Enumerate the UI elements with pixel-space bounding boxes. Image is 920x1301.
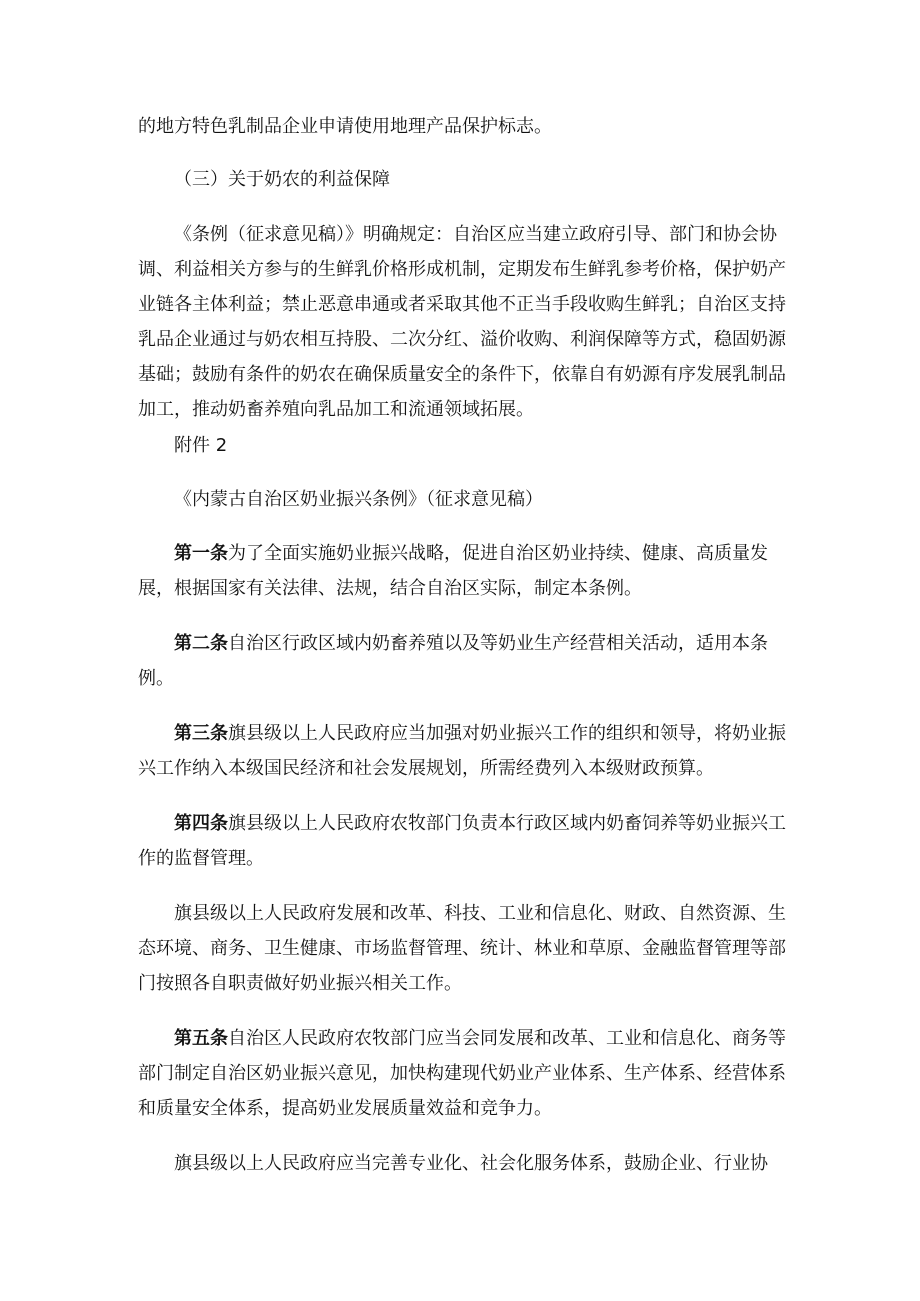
article-3-text: 旗县级以上人民政府应当加强对奶业振兴工作的组织和领导，将奶业振兴工作纳入本级国民经济和社会发展规划，所需经费列入本级财政预算。 — [138, 723, 786, 779]
article-2-text: 自治区行政区域内奶畜养殖以及等奶业生产经营相关活动，适用本条例。 — [138, 633, 768, 689]
article-4-paragraph-2: 旗县级以上人民政府发展和改革、科技、工业和信息化、财政、自然资源、生态环境、商务、卫生健康、市场监督管理、统计、林业和草原、金融监督管理等部门按照各自职责做好奶业振兴相关工作。 — [138, 903, 786, 994]
article-5-label: 第五条 — [174, 1028, 228, 1049]
article-2 — [138, 626, 790, 696]
article-5 — [138, 1021, 790, 1126]
attachment-title: 《内蒙古自治区奶业振兴条例》（征求意见稿） — [174, 489, 543, 510]
article-4 — [138, 806, 790, 876]
article-3-label: 第三条 — [174, 723, 228, 744]
attachment-label: 附件 2 — [174, 435, 228, 456]
section-heading: （三）关于奶农的利益保障 — [174, 169, 390, 190]
article-2-label: 第二条 — [174, 633, 228, 654]
continuation-text: 的地方特色乳制品企业申请使用地理产品保护标志。 — [138, 116, 552, 137]
article-5-text: 自治区人民政府农牧部门应当会同发展和改革、工业和信息化、商务等部门制定自治区奶业振兴意见，加快构建现代奶业产业体系、生产体系、经营体系和质量安全体系，提高奶业发展质量效益和竞争力。 — [138, 1028, 786, 1119]
regulation-paragraph: 《条例（征求意见稿）》明确规定：自治区应当建立政府引导、部门和协会协调、利益相关方参与的生鲜乳价格形成机制，定期发布生鲜乳参考价格，保护奶产业链各主体利益；禁止恶意串通或者采取其他不正当手段收购生鲜乳；自治区支持乳品企业通过与奶农相互持股、二次分红、溢价收购、利润保障等方式，稳固奶源基础；鼓励有条件的奶农在确保质量安全的条件下，依靠自有奶源有序发展乳制品加工，推动奶畜养殖向乳品加工和流通领域拓展。 — [138, 224, 786, 420]
article-1 — [138, 536, 790, 606]
article-1-text: 为了全面实施奶业振兴战略，促进自治区奶业持续、健康、高质量发展，根据国家有关法律、法规，结合自治区实际，制定本条例。 — [138, 543, 768, 599]
article-3 — [138, 716, 790, 786]
article-5-paragraph-2: 旗县级以上人民政府应当完善专业化、社会化服务体系，鼓励企业、行业协 — [174, 1153, 768, 1174]
article-4-text: 旗县级以上人民政府农牧部门负责本行政区域内奶畜饲养等奶业振兴工作的监督管理。 — [138, 813, 786, 869]
article-1-label: 第一条 — [174, 543, 228, 564]
article-4-label: 第四条 — [174, 813, 228, 834]
